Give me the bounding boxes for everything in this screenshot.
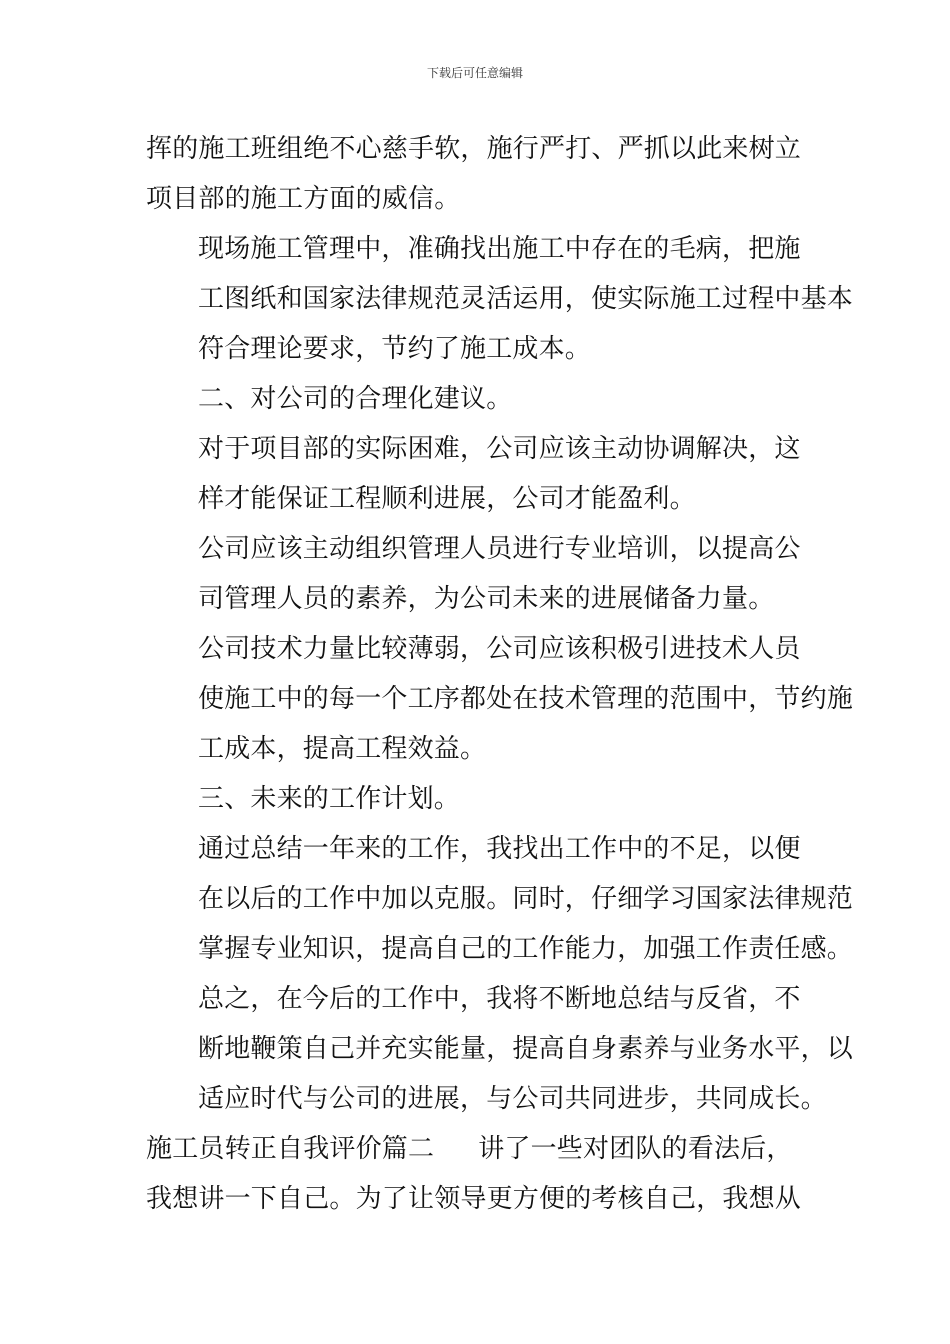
text-line: 在以后的工作中加以克服。同时，仔细学习国家法律规范	[198, 884, 854, 914]
text-line: 挥的施工班组绝不心慈手软，施行严打、严抓以此来树立	[146, 134, 802, 164]
section-two-lead: 讲了一些对团队的看法后，	[478, 1134, 793, 1164]
paragraph-technical-staff	[146, 624, 854, 774]
section-heading-future-plan	[146, 774, 808, 824]
text-line: 司管理人员的素养，为公司未来的进展储备力量。	[198, 584, 775, 614]
text-line: 我想讲一下自己。为了让领导更方便的考核自己，我想从	[146, 1184, 802, 1214]
text-line: 公司技术力量比较薄弱，公司应该积极引进技术人员	[198, 634, 801, 664]
text-line: 总之，在今后的工作中，我将不断地总结与反省，不	[198, 984, 801, 1014]
section-two-title: 施工员转正自我评价篇二	[146, 1134, 435, 1164]
text-line: 三、未来的工作计划。	[198, 784, 461, 814]
paragraph-coordination	[146, 424, 808, 524]
text-line: 对于项目部的实际困难，公司应该主动协调解决，这	[198, 434, 801, 464]
section-two-first-line	[146, 1124, 808, 1174]
paragraph-conclusion	[146, 974, 854, 1124]
paragraph-continuation	[146, 124, 808, 224]
text-line: 通过总结一年来的工作，我找出工作中的不足，以便	[198, 834, 801, 864]
document-body	[146, 124, 854, 1224]
text-line: 适应时代与公司的进展，与公司共同进步，共同成长。	[198, 1084, 827, 1114]
text-line: 现场施工管理中，准确找出施工中存在的毛病，把施	[198, 234, 801, 264]
paragraph-site-management	[146, 224, 854, 374]
text-line: 工图纸和国家法律规范灵活运用，使实际施工过程中基本	[198, 284, 854, 314]
paragraph-training	[146, 524, 808, 624]
text-line: 项目部的施工方面的威信。	[146, 184, 461, 214]
text-line: 符合理论要求，节约了施工成本。	[198, 334, 592, 364]
text-line: 断地鞭策自己并充实能量，提高自身素养与业务水平，以	[198, 1034, 854, 1064]
section-heading-suggestions	[146, 374, 808, 424]
text-line: 二、对公司的合理化建议。	[198, 384, 513, 414]
text-line: 公司应该主动组织管理人员进行专业培训，以提高公	[198, 534, 801, 564]
page-header-note: 下载后可任意编辑	[426, 66, 523, 80]
section-two	[146, 1124, 808, 1224]
paragraph-summary-year	[146, 824, 854, 974]
text-line: 掌握专业知识，提高自己的工作能力，加强工作责任感。	[198, 934, 854, 964]
text-line: 样才能保证工程顺利进展，公司才能盈利。	[198, 484, 696, 514]
text-line: 工成本，提高工程效益。	[198, 734, 487, 764]
text-line: 使施工中的每一个工序都处在技术管理的范围中，节约施	[198, 684, 854, 714]
